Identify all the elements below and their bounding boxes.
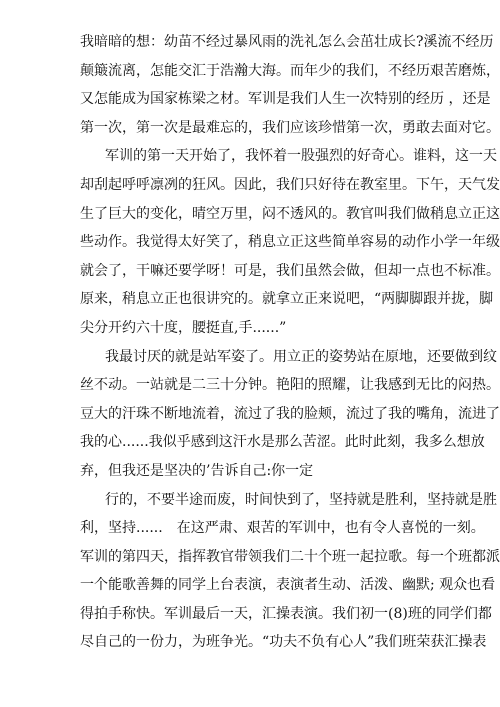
paragraph-start-line: 军训的第一天开始了，我怀着一股强烈的好奇心。谁料，这一天: [105, 148, 497, 165]
paragraph-start-line: 行的，不要半途而废，时间快到了，坚持就是胜利，坚持就是胜: [105, 491, 497, 508]
text-line: 些动作。我觉得太好笑了，稍息立正这些简单容易的动作小学一年级: [80, 234, 500, 251]
text-line: 得拍手称快。军训最后一天，汇操表演。我们初一(8)班的同学们都: [80, 605, 492, 622]
text-line: 却刮起呼呼凛冽的狂风。因此，我们只好待在教室里。下午，天气发: [80, 176, 500, 193]
text-line: 尖分开约六十度，腰挺直,手......”: [80, 319, 287, 336]
text-line: 原来，稍息立正也很讲究的。就拿立正来说吧，“两脚脚跟并拢，脚: [80, 291, 494, 308]
text-line: 一个能歌善舞的同学上台表演，表演者生动、活泼、幽默; 观众也看: [80, 577, 496, 594]
text-line: 就会了，干嘛还要学呀！可是，我们虽然会做，但却一点也不标准。: [80, 262, 500, 279]
text-line: 第一次，第一次是最难忘的，我们应该珍惜第一次，勇敢去面对它。: [80, 119, 500, 136]
text-line: 利，坚持...... 在这严肃、艰苦的军训中，也有令人喜悦的一刻。: [80, 520, 485, 537]
text-line: 丝不动。一站就是二三十分钟。艳阳的照耀，让我感到无比的闷热。: [80, 377, 500, 394]
paragraph-start-line: 我最讨厌的就是站军姿了。用立正的姿势站在原地，还要做到纹: [105, 348, 497, 365]
text-line: 又怎能成为国家栋梁之材。军训是我们人生一次特别的经历 ，还是: [80, 91, 491, 108]
text-line: 我暗暗的想：幼苗不经过暴风雨的洗礼怎么会茁壮成长?溪流不经历: [80, 34, 494, 50]
text-line: 豆大的汗珠不断地流着，流过了我的脸颊，流过了我的嘴角，流进了: [80, 405, 500, 422]
text-line: 我的心......我似乎感到这汗水是那么苦涩。此时此刻，我多么想放: [80, 434, 485, 451]
essay-body: [80, 28, 500, 657]
text-line: 生了巨大的变化，晴空万里，闷不透风的。教官叫我们做稍息立正这: [80, 205, 500, 222]
text-line: 军训的第四天，指挥教官带领我们二十个班一起拉歌。每一个班都派: [80, 548, 500, 565]
text-line: 尽自己的一份力，为班争光。“功夫不负有心人”我们班荣获汇操表: [80, 634, 487, 651]
text-line: 弃，但我还是坚决的’告诉自己:你一定: [80, 462, 314, 479]
text-line: 颠簸流离，怎能交汇于浩瀚大海。而年少的我们，不经历艰苦磨炼，: [80, 62, 500, 79]
